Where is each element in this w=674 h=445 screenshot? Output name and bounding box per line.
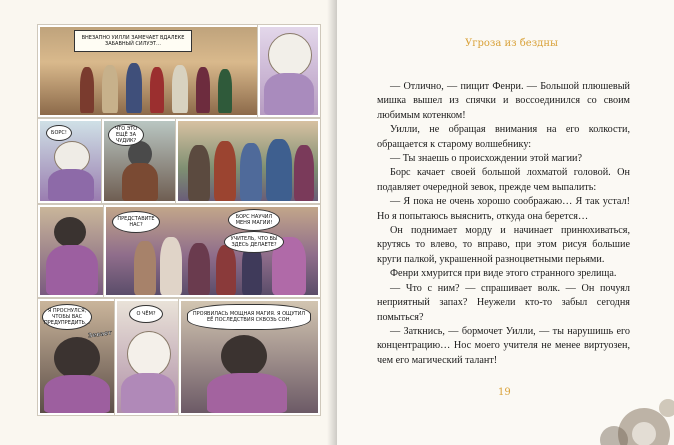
comic-panel-3 (38, 119, 104, 203)
character-figure (126, 63, 142, 113)
comic-panel-9 (115, 299, 181, 415)
comic-panel-5 (176, 119, 320, 203)
character-figure (134, 241, 156, 295)
paragraph: — Ты знаешь о происхождении этой магии? (390, 153, 582, 165)
comic-panel-10 (179, 299, 320, 415)
character-figure (102, 65, 118, 113)
character-figure (121, 373, 175, 413)
story-text (377, 80, 630, 368)
character-figure (188, 145, 210, 201)
paragraph: Фенри хмурится при виде этого странного зрелища. (390, 268, 617, 280)
speech-bubble: БОРС НАУЧИЛ МЕНЯ МАГИИ! (228, 209, 280, 231)
comic-panel-8 (38, 299, 117, 415)
speech-bubble: БОРС! (46, 125, 72, 141)
character-figure (44, 375, 110, 413)
comic-panel-2 (258, 25, 320, 117)
character-figure (150, 67, 164, 113)
caption-box: ВНЕЗАПНО УИЛЛИ ЗАМЕЧАЕТ ВДАЛЕКЕ ЗАБАВНЫЙ СИЛУЭТ… (74, 30, 192, 52)
paragraph: Борс качает своей большой лохматой головой. Он подавляет очередной зевок, прежде чем выпалить: (377, 167, 630, 193)
character-figure (122, 163, 158, 201)
paragraph: — Отлично, — пищит Фенри. — Большой плюшевый мишка вышел из спячки и воссоединился со своим любимым котенком! (377, 81, 630, 121)
gears-ornament-icon (592, 388, 674, 445)
speech-bubble: УЧИТЕЛЬ, ЧТО ВЫ ЗДЕСЬ ДЕЛАЕТЕ? (224, 231, 284, 253)
chapter-title: Угроза из бездны (465, 38, 558, 49)
character-figure (196, 67, 210, 113)
character-figure (48, 169, 94, 201)
paragraph: — Что с ним? — спрашивает волк. — Он почуял неприятный запах? Неужели кто-то забыл сегодня помыться? (377, 282, 630, 323)
comic-panel-6 (38, 205, 106, 297)
paragraph: — Заткнись, — бормочет Уилли, — ты нарушишь его концентрацию… Нос моего учителя не менее виртуозен, чем его магический талант! (377, 325, 630, 366)
character-figure (240, 143, 262, 201)
character-figure (80, 67, 94, 113)
paragraph: — Я пока не очень хорошо соображаю… Я так устал! Но я попытаюсь выяснить, откуда она берется… (377, 196, 630, 222)
character-figure (172, 65, 188, 113)
character-figure (264, 73, 314, 115)
comic-panel-7 (104, 205, 320, 297)
comic-panel-4 (102, 119, 178, 203)
speech-bubble: Я ПРОСНУЛСЯ, ЧТОБЫ ВАС ПРЕДУПРЕДИТЬ… (42, 304, 92, 330)
speech-bubble: ПРЕДСТАВИТЕ НАС? (112, 211, 160, 233)
speech-bubble: ПРОЯВИЛАСЬ МОЩНАЯ МАГИЯ. Я ОЩУТИЛ ЕЁ ПОСЛЕДСТВИЯ СКВОЗЬ СОН. (187, 304, 311, 330)
bear-head (54, 337, 100, 379)
bear-head (54, 217, 86, 247)
paragraph: Уилли, не обращая внимания на его колкости, обращается к старому волшебнику: (377, 124, 630, 150)
comic-panel-1 (38, 25, 260, 117)
character-figure (294, 145, 314, 201)
character-figure (160, 237, 182, 295)
sound-effect: Зевает (87, 329, 113, 340)
character-figure (188, 243, 210, 295)
paragraph: Он поднимает морду и начинает принюхиваться, крутясь то влево, то вправо, при этом рисуя большие круги палкой, украшенной разноцветными перьями. (377, 225, 630, 265)
speech-bubble: ЧТО ЭТО ЕЩЁ ЗА ЧУДИК? (108, 124, 144, 146)
character-figure (218, 69, 232, 113)
bear-head (221, 335, 267, 377)
tiger-head (268, 33, 312, 77)
character-figure (46, 245, 98, 295)
character-figure (216, 245, 236, 295)
page-number: 19 (498, 387, 511, 398)
speech-bubble: О ЧЁМ? (129, 305, 163, 323)
tiger-head (127, 331, 171, 377)
character-figure (214, 141, 236, 201)
character-figure (266, 139, 292, 201)
character-figure (207, 373, 287, 413)
